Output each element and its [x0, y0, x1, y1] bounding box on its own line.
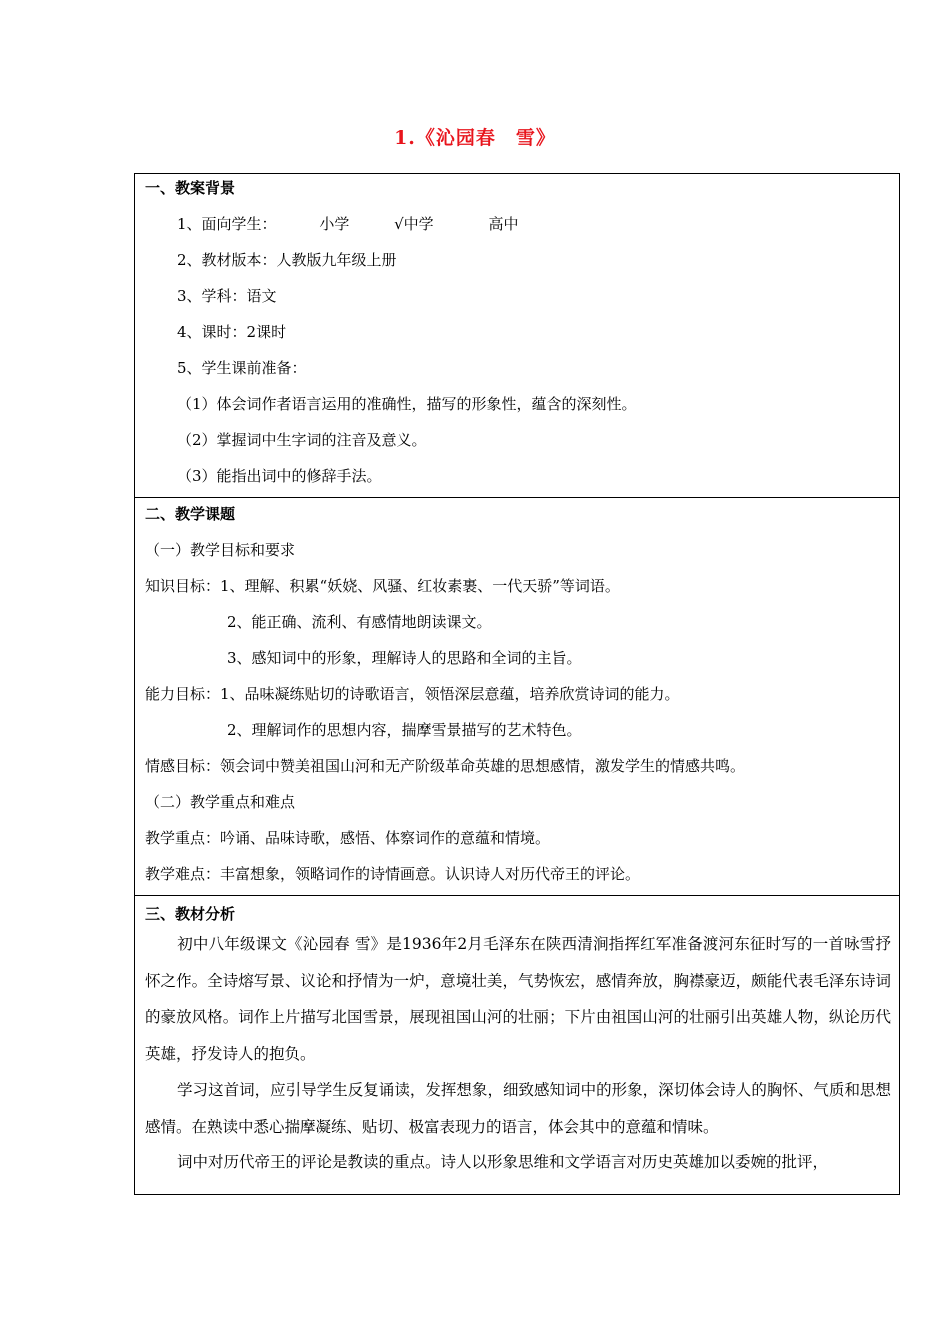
teaching-difficulty: 教学难点：丰富想象，领略词作的诗情画意。认识诗人对历代帝王的评论。 — [145, 865, 641, 883]
prep-item: （1）体会词作者语言运用的准确性，描写的形象性，蕴含的深刻性。 — [177, 395, 637, 413]
knowledge-goal: 2、能正确、流利、有感情地朗读课文。 — [227, 613, 492, 631]
analysis-paragraph: 初中八年级课文《沁园春 雪》是1936年2月毛泽东在陕西清涧指挥红军准备渡河东征时写的一首咏雪抒怀之作。全诗熔写景、议论和抒情为一炉，意境壮美，气势恢宏，感情奔放，胸襟豪迈，颇能代表毛泽东诗词的豪放风格。词作上片描写北国雪景，展现祖国山河的壮丽；下片由祖国山河的壮丽引出英雄人物，纵论历代英雄，抒发诗人的抱负。 — [145, 935, 891, 1063]
section-heading: 一、教案背景 — [145, 179, 236, 197]
prep-item: （3）能指出词中的修辞手法。 — [177, 467, 382, 485]
document-title: 1.《沁园春 雪》 — [394, 127, 556, 149]
ability-goal: 能力目标：1、品味凝练贴切的诗歌语言，领悟深层意蕴，培养欣赏诗词的能力。 — [145, 685, 680, 703]
student-preparation: 5、学生课前准备： — [177, 359, 307, 377]
audience-option-middle: √中学 — [394, 215, 434, 233]
knowledge-goal: 知识目标：1、理解、积累“妖娆、风骚、红妆素裹、一代天骄”等词语。 — [145, 577, 620, 595]
subject: 3、学科：语文 — [177, 287, 277, 305]
ability-goal: 2、理解词作的思想内容，揣摩雪景描写的艺术特色。 — [227, 721, 582, 739]
subheading-objectives: （一）教学目标和要求 — [145, 541, 296, 559]
emotion-goal: 情感目标：领会词中赞美祖国山河和无产阶级革命英雄的思想感情，激发学生的情感共鸣。 — [145, 757, 746, 775]
audience-option-high: 高中 — [488, 215, 519, 233]
analysis-paragraph: 词中对历代帝王的评论是教读的重点。诗人以形象思维和文学语言对历史英雄加以委婉的批评， — [177, 1153, 829, 1171]
audience-option-primary: 小学 — [319, 215, 350, 233]
section-material-analysis — [135, 895, 899, 1194]
section-topic — [135, 497, 899, 895]
teaching-key-point: 教学重点：吟诵、品味诗歌，感悟、体察词作的意蕴和情境。 — [145, 829, 551, 847]
section-heading: 二、教学课题 — [145, 505, 236, 523]
subheading-key-points: （二）教学重点和难点 — [145, 793, 296, 811]
lesson-plan-table — [134, 173, 900, 1195]
audience-row — [177, 214, 518, 234]
section-heading: 三、教材分析 — [145, 905, 236, 923]
audience-label: 1、面向学生： — [177, 215, 277, 233]
class-hours: 4、课时：2课时 — [177, 323, 287, 341]
textbook-version: 2、教材版本：人教版九年级上册 — [177, 251, 397, 269]
section-background — [135, 174, 899, 497]
prep-item: （2）掌握词中生字词的注音及意义。 — [177, 431, 427, 449]
analysis-paragraph: 学习这首词，应引导学生反复诵读，发挥想象，细致感知词中的形象，深切体会诗人的胸怀、气质和思想感情。在熟读中悉心揣摩凝练、贴切、极富表现力的语言，体会其中的意蕴和情味。 — [145, 1081, 891, 1136]
knowledge-goal: 3、感知词中的形象，理解诗人的思路和全词的主旨。 — [227, 649, 582, 667]
